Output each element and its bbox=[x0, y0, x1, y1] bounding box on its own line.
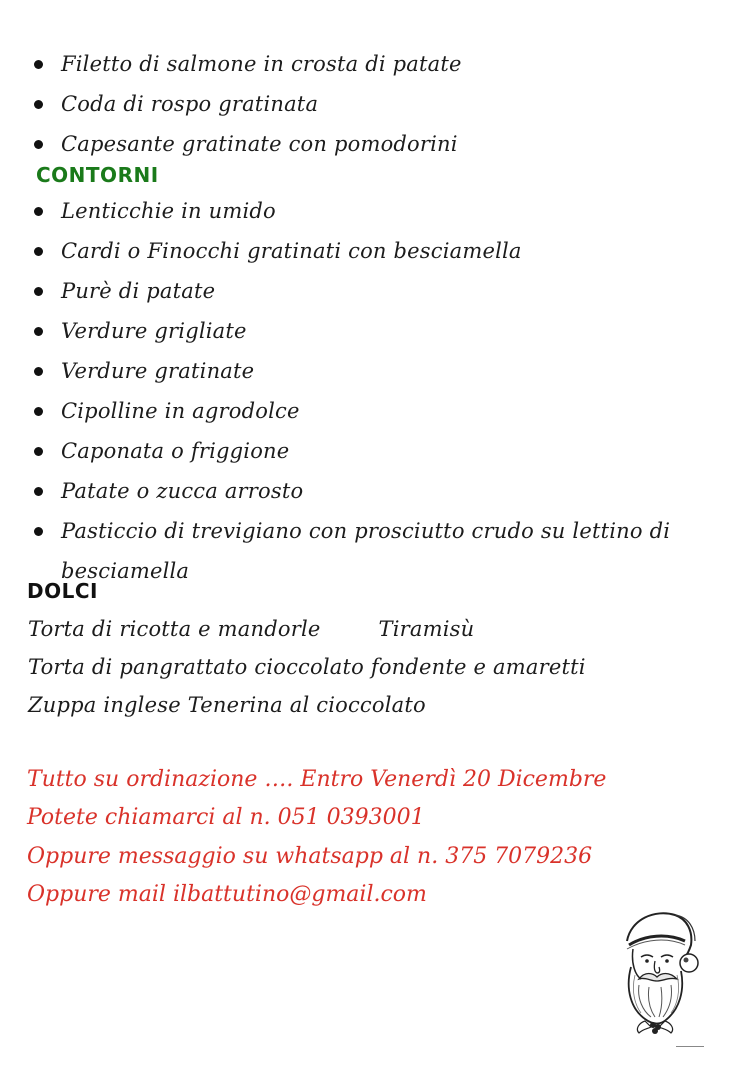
list-item-text: Filetto di salmone in crosta di patate bbox=[61, 52, 462, 76]
list-item bbox=[32, 45, 722, 85]
dolci-line: Zuppa inglese Tenerina al cioccolato bbox=[28, 693, 426, 717]
bullet-icon bbox=[34, 327, 43, 336]
bullet-icon bbox=[34, 527, 43, 536]
list-item bbox=[32, 312, 722, 352]
bullet-icon bbox=[34, 447, 43, 456]
list-item bbox=[32, 352, 722, 392]
whatsapp-text: Oppure messaggio su whatsapp al n. 375 7079236 bbox=[27, 844, 593, 869]
list-item-text: Patate o zucca arrosto bbox=[61, 479, 304, 503]
bullet-icon bbox=[34, 487, 43, 496]
list-item-text: Capesante gratinate con pomodorini bbox=[61, 132, 458, 156]
list-item-text: Verdure gratinate bbox=[61, 359, 255, 383]
list-item bbox=[32, 232, 722, 272]
bullet-icon bbox=[34, 287, 43, 296]
list-item-text: Caponata o friggione bbox=[61, 439, 290, 463]
dolci-line: Torta di pangrattato cioccolato fondente e amaretti bbox=[28, 655, 586, 679]
list-item bbox=[32, 125, 722, 165]
list-item-text: Pasticcio di trevigiano con prosciutto crudo su lettino di besciamella bbox=[61, 519, 671, 583]
list-item bbox=[32, 432, 722, 472]
list-item-text: Coda di rospo gratinata bbox=[61, 92, 319, 116]
bullet-icon bbox=[34, 60, 43, 69]
list-item bbox=[32, 272, 722, 312]
bullet-icon bbox=[34, 100, 43, 109]
contorni-list bbox=[32, 192, 722, 592]
list-item-text: Verdure grigliate bbox=[61, 319, 247, 343]
list-item bbox=[32, 472, 722, 512]
santa-claus-icon bbox=[605, 905, 710, 1037]
order-deadline-text: Tutto su ordinazione …. Entro Venerdì 20 Dicembre bbox=[27, 767, 607, 792]
list-item bbox=[32, 85, 722, 125]
dolci-heading: DOLCI bbox=[27, 579, 98, 603]
list-item-text: Cipolline in agrodolce bbox=[61, 399, 300, 423]
dolci-item: Torta di ricotta e mandorle bbox=[28, 617, 321, 641]
bullet-icon bbox=[34, 367, 43, 376]
list-item-text: Purè di patate bbox=[61, 279, 216, 303]
bullet-icon bbox=[34, 247, 43, 256]
list-item-text: Cardi o Finocchi gratinati con besciamella bbox=[61, 239, 522, 263]
list-item-text: Lenticchie in umido bbox=[61, 199, 276, 223]
list-item bbox=[32, 512, 722, 592]
main-course-list bbox=[32, 45, 722, 165]
bullet-icon bbox=[34, 207, 43, 216]
bullet-icon bbox=[34, 140, 43, 149]
list-item bbox=[32, 392, 722, 432]
bullet-icon bbox=[34, 407, 43, 416]
divider bbox=[676, 1046, 704, 1047]
dolci-item: Tiramisù bbox=[378, 617, 475, 641]
email-text: Oppure mail ilbattutino@gmail.com bbox=[27, 882, 427, 907]
list-item bbox=[32, 192, 722, 232]
contorni-heading: CONTORNI bbox=[36, 163, 159, 187]
phone-text: Potete chiamarci al n. 051 0393001 bbox=[27, 805, 425, 830]
dolci-line bbox=[28, 610, 474, 648]
